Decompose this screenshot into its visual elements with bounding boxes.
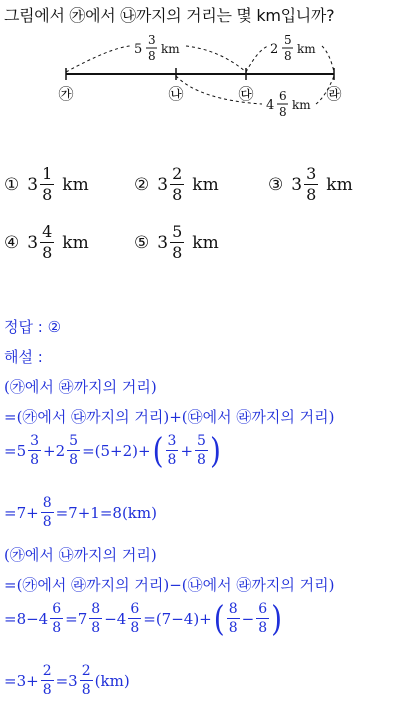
point-da-label: ㉰ [238,85,254,103]
choice-1[interactable] [4,166,89,203]
choice-marker: ② [134,174,150,195]
choice-whole: 3 [291,174,303,195]
solution-line-6: =(㉮에서 ㉱까지의 거리)−(㉯에서 ㉱까지의 거리) [4,576,335,594]
seg3-den: 8 [279,105,287,119]
choice-whole: 3 [27,174,39,195]
question-text: 그림에서 ㉮에서 ㉯까지의 거리는 몇 km입니까? [4,6,335,25]
seg2-num: 5 [284,33,292,47]
solution-line-3: =5 $\frac{3}{8}$ +2 $\frac{5}{8}$ =(5+2)+ ( $\frac{3}{8}$ + $\frac{5}{8}$ ) [4,429,221,471]
seg3-num: 6 [279,89,287,103]
choice-unit: km [192,232,219,253]
choice-whole: 3 [157,232,169,253]
point-ra-label: ㉱ [326,85,342,103]
seg2-den: 8 [284,49,292,63]
seg3-unit: km [292,98,311,112]
solution-line-2: =(㉮에서 ㉰까지의 거리)+(㉰에서 ㉱까지의 거리) [4,408,335,426]
choice-marker: ① [4,174,20,195]
choice-fraction: $\frac{5}{8}$ [172,222,183,262]
choice-4[interactable] [4,224,89,261]
distance-diagram [0,0,400,130]
solution-line-8: =3+ $\frac{2}{8}$ =3 $\frac{2}{8}$ (km) [4,663,130,698]
choice-fraction: $\frac{3}{8}$ [306,164,317,204]
choice-unit: km [62,232,89,253]
seg1-den: 8 [148,49,156,63]
choice-fraction: $\frac{2}{8}$ [172,164,183,204]
choice-unit: km [192,174,219,195]
choice-3[interactable] [268,166,353,203]
solution-line-7: =8−4 $\frac{6}{8}$ =7 $\frac{8}{8}$ −4 $\frac{6}{8}$ =(7−4)+ ( $\frac{8}{8}$ − $\frac{6}{8}$ ) [4,597,283,639]
choice-unit: km [326,174,353,195]
choice-5[interactable] [134,224,219,261]
explain-label: 해설 : [4,348,43,366]
seg1-whole: 5 [134,42,143,57]
seg1-num: 3 [148,33,156,47]
seg2-whole: 2 [270,42,279,57]
choice-2[interactable] [134,166,219,203]
choice-whole: 3 [157,174,169,195]
answer-label: 정답 : ② [4,318,62,336]
choice-fraction: $\frac{1}{8}$ [42,164,53,204]
solution-line-5: (㉮에서 ㉯까지의 거리) [4,546,157,564]
choice-marker: ③ [268,174,284,195]
seg1-unit: km [161,42,180,56]
seg3-whole: 4 [266,98,275,113]
point-na-label: ㉯ [168,85,184,103]
seg2-unit: km [297,42,316,56]
choice-whole: 3 [27,232,39,253]
choice-marker: ④ [4,232,20,253]
solution-line-1: (㉮에서 ㉱까지의 거리) [4,378,157,396]
arc-seg1 [66,46,246,72]
solution-line-4: =7+ $\frac{8}{8}$ =7+1=8(km) [4,495,157,530]
choice-marker: ⑤ [134,232,150,253]
choice-unit: km [62,174,89,195]
point-ga-label: ㉮ [58,85,74,103]
choice-fraction: $\frac{4}{8}$ [42,222,53,262]
